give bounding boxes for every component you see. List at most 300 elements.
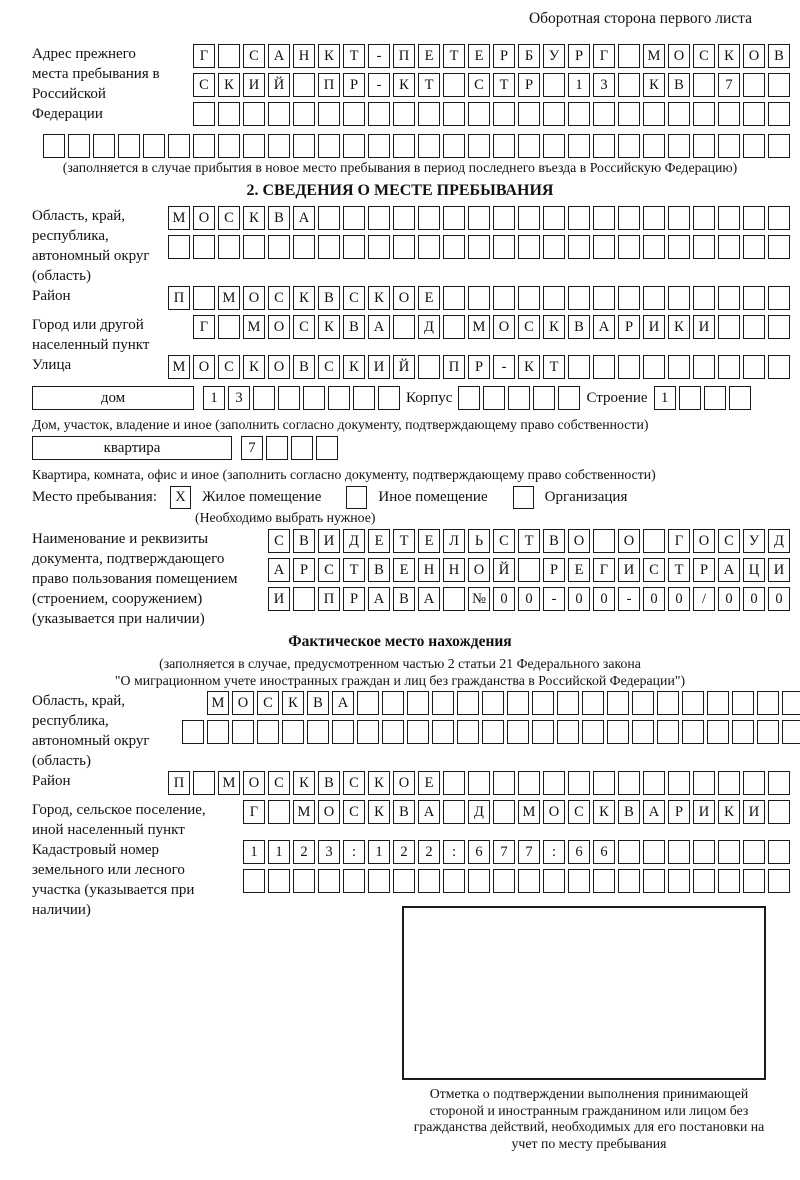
street-label: Улица xyxy=(32,357,72,373)
char-cell: : xyxy=(343,840,365,864)
char-cell xyxy=(368,869,390,893)
char-cell xyxy=(768,235,790,259)
char-cell: А xyxy=(332,691,354,715)
char-cell xyxy=(218,134,240,158)
char-cell xyxy=(218,44,240,68)
city-label: Город или другой населенный пункт xyxy=(32,317,150,353)
char-cell: К xyxy=(393,73,415,97)
char-cell: 0 xyxy=(493,587,515,611)
char-cell xyxy=(593,134,615,158)
char-cell: В xyxy=(618,800,640,824)
char-cell: А xyxy=(268,558,290,582)
char-cell: О xyxy=(493,315,515,339)
char-cell xyxy=(743,869,765,893)
actual-location-note-line1: (заполняется в случае, предусмотренном частью 2 статьи 21 Федерального закона xyxy=(159,656,641,671)
char-cell: - xyxy=(368,44,390,68)
char-cell xyxy=(457,691,479,715)
char-cell: О xyxy=(268,315,290,339)
char-cell: П xyxy=(168,286,190,310)
char-cell xyxy=(618,206,640,230)
char-cell xyxy=(393,102,415,126)
char-cell: 0 xyxy=(743,587,765,611)
char-cell: К xyxy=(718,44,740,68)
char-cell: А xyxy=(268,44,290,68)
char-cell: Р xyxy=(693,558,715,582)
char-cell xyxy=(493,206,515,230)
char-cell xyxy=(618,771,640,795)
char-cell-row xyxy=(193,44,790,68)
char-cell-row xyxy=(168,235,790,259)
char-cell: 6 xyxy=(568,840,590,864)
char-cell-row xyxy=(193,73,790,97)
option-label-organization: Организация xyxy=(544,489,628,505)
char-cell: 0 xyxy=(568,587,590,611)
char-cell: К xyxy=(243,355,265,379)
char-cell: Г xyxy=(593,558,615,582)
char-cell xyxy=(718,355,740,379)
char-cell: Р xyxy=(343,73,365,97)
char-cell xyxy=(593,355,615,379)
char-cell: Т xyxy=(543,355,565,379)
stamp-area xyxy=(402,906,776,1152)
char-cell: В xyxy=(393,800,415,824)
char-cell: С xyxy=(518,315,540,339)
char-cell: В xyxy=(318,286,340,310)
char-cell xyxy=(618,286,640,310)
char-cell xyxy=(729,386,751,410)
char-cell xyxy=(643,235,665,259)
char-cell: Е xyxy=(418,44,440,68)
char-cell: К xyxy=(518,355,540,379)
char-cell: О xyxy=(743,44,765,68)
page-side-label: Оборотная сторона первого листа xyxy=(528,10,752,27)
char-cell xyxy=(668,286,690,310)
char-cell xyxy=(743,315,765,339)
char-cell xyxy=(432,691,454,715)
char-cell xyxy=(518,134,540,158)
char-cell: Б xyxy=(518,44,540,68)
char-cell xyxy=(293,587,315,611)
char-cell xyxy=(568,134,590,158)
char-cell: М xyxy=(207,691,229,715)
house-footnote: Дом, участок, владение и иное (заполнить согласно документу, подтверждающему право собственности) xyxy=(32,417,649,432)
char-cell: В xyxy=(568,315,590,339)
char-cell: Р xyxy=(518,73,540,97)
char-cell: И xyxy=(268,587,290,611)
char-cell xyxy=(668,134,690,158)
char-cell: М xyxy=(218,286,240,310)
char-cell xyxy=(268,869,290,893)
char-cell xyxy=(668,355,690,379)
actual-location-heading: Фактическое место нахождения xyxy=(288,633,512,650)
char-cell xyxy=(468,286,490,310)
checkbox-residential-premises: X xyxy=(170,486,191,509)
char-cell xyxy=(718,869,740,893)
char-cell xyxy=(743,286,765,310)
char-cell xyxy=(268,134,290,158)
char-cell: Т xyxy=(493,73,515,97)
char-cell xyxy=(768,869,790,893)
char-cell: С xyxy=(293,315,315,339)
char-cell xyxy=(718,840,740,864)
section-2-heading: 2. СВЕДЕНИЯ О МЕСТЕ ПРЕБЫВАНИЯ xyxy=(246,182,554,199)
char-cell: О xyxy=(243,771,265,795)
char-cell: С xyxy=(318,355,340,379)
char-cell: М xyxy=(518,800,540,824)
char-cell xyxy=(118,134,140,158)
char-cell xyxy=(493,771,515,795)
char-cell: С xyxy=(268,286,290,310)
char-cell xyxy=(568,102,590,126)
char-cell xyxy=(593,286,615,310)
char-cell xyxy=(718,315,740,339)
char-cell xyxy=(443,206,465,230)
stroenie-label: Строение xyxy=(586,390,648,406)
char-cell xyxy=(418,206,440,230)
char-cell: С xyxy=(568,800,590,824)
prev-address-label: Адрес прежнего места пребывания в Российской Федерации xyxy=(32,46,160,122)
char-cell: М xyxy=(468,315,490,339)
char-cell xyxy=(568,771,590,795)
char-cell xyxy=(768,286,790,310)
char-cell: 1 xyxy=(568,73,590,97)
char-cell: Р xyxy=(468,355,490,379)
char-cell xyxy=(443,235,465,259)
char-cell: С xyxy=(343,771,365,795)
char-cell: П xyxy=(393,44,415,68)
char-cell xyxy=(782,720,800,744)
char-cell xyxy=(468,869,490,893)
district-label: Район xyxy=(32,288,71,304)
char-cell xyxy=(693,102,715,126)
char-cell xyxy=(582,720,604,744)
char-cell: Д xyxy=(768,529,790,553)
char-cell xyxy=(643,869,665,893)
char-cell xyxy=(443,134,465,158)
field-actual-city xyxy=(10,800,790,840)
char-cell xyxy=(543,771,565,795)
char-cell xyxy=(518,102,540,126)
char-cell xyxy=(718,235,740,259)
char-cell: - xyxy=(543,587,565,611)
char-cell-row xyxy=(243,840,790,864)
char-cell: О xyxy=(668,44,690,68)
char-cell: П xyxy=(443,355,465,379)
char-cell: И xyxy=(693,315,715,339)
char-cell: О xyxy=(243,286,265,310)
char-cell xyxy=(732,691,754,715)
char-cell: Р xyxy=(493,44,515,68)
char-cell xyxy=(732,720,754,744)
char-cell xyxy=(743,771,765,795)
char-cell: К xyxy=(293,286,315,310)
char-cell xyxy=(757,720,779,744)
char-cell: В xyxy=(268,206,290,230)
char-cell xyxy=(743,102,765,126)
prev-address-footnote: (заполняется в случае прибытия в новое место пребывания в период последнего въезда в Российскую Федерацию) xyxy=(62,160,738,175)
char-cell xyxy=(293,102,315,126)
char-cell-row xyxy=(168,286,790,310)
char-cell: К xyxy=(293,771,315,795)
char-cell xyxy=(543,102,565,126)
char-cell: Т xyxy=(393,529,415,553)
char-cell: С xyxy=(243,44,265,68)
field-stay-type xyxy=(32,486,790,509)
char-cell: К xyxy=(218,73,240,97)
char-cell: А xyxy=(368,587,390,611)
house-name-box: дом xyxy=(32,386,194,410)
region-cells xyxy=(168,206,790,264)
char-cell xyxy=(168,134,190,158)
char-cell xyxy=(768,206,790,230)
char-cell: А xyxy=(718,558,740,582)
char-cell xyxy=(393,869,415,893)
actual-region-cells xyxy=(182,691,800,749)
document-cells xyxy=(268,529,790,616)
char-cell: : xyxy=(443,840,465,864)
char-cell xyxy=(518,286,540,310)
option-label-residential: Жилое помещение xyxy=(202,489,322,505)
char-cell: К xyxy=(282,691,304,715)
char-cell: Р xyxy=(293,558,315,582)
char-cell xyxy=(193,102,215,126)
char-cell: К xyxy=(368,771,390,795)
char-cell xyxy=(278,386,300,410)
char-cell xyxy=(382,720,404,744)
char-cell xyxy=(743,73,765,97)
char-cell xyxy=(382,691,404,715)
stay-type-label: Место пребывания: xyxy=(32,489,157,505)
char-cell: Е xyxy=(368,529,390,553)
char-cell: С xyxy=(693,44,715,68)
char-cell xyxy=(582,691,604,715)
char-cell xyxy=(618,44,640,68)
char-cell: Р xyxy=(543,558,565,582)
actual-region-label: Область, край, республика, автономный округ (область) xyxy=(32,693,150,769)
char-cell: Р xyxy=(668,800,690,824)
char-cell: У xyxy=(743,529,765,553)
char-cell: С xyxy=(193,73,215,97)
char-cell: К xyxy=(543,315,565,339)
char-cell xyxy=(93,134,115,158)
char-cell: 3 xyxy=(593,73,615,97)
field-actual-district xyxy=(10,771,790,800)
char-cell xyxy=(483,386,505,410)
char-cell: К xyxy=(668,315,690,339)
stroenie-cells xyxy=(654,386,751,410)
char-cell xyxy=(643,134,665,158)
char-cell xyxy=(768,315,790,339)
korpus-label: Корпус xyxy=(406,390,453,406)
char-cell: К xyxy=(718,800,740,824)
char-cell: Г xyxy=(243,800,265,824)
apartment-footnote: Квартира, комната, офис и иное (заполнить согласно документу, подтверждающему право собственности) xyxy=(32,467,656,482)
char-cell: Е xyxy=(418,286,440,310)
char-cell xyxy=(757,691,779,715)
char-cell xyxy=(568,286,590,310)
char-cell xyxy=(718,771,740,795)
char-cell xyxy=(243,134,265,158)
char-cell: С xyxy=(218,355,240,379)
char-cell xyxy=(493,102,515,126)
char-cell: К xyxy=(318,315,340,339)
char-cell: О xyxy=(568,529,590,553)
char-cell xyxy=(328,386,350,410)
char-cell: Й xyxy=(493,558,515,582)
char-cell-row xyxy=(182,720,800,744)
char-cell-row-full-width xyxy=(10,134,790,158)
char-cell: К xyxy=(318,44,340,68)
char-cell xyxy=(668,235,690,259)
char-cell: В xyxy=(668,73,690,97)
char-cell xyxy=(557,691,579,715)
char-cell: В xyxy=(318,771,340,795)
char-cell: 1 xyxy=(268,840,290,864)
char-cell xyxy=(543,134,565,158)
char-cell: О xyxy=(693,529,715,553)
char-cell xyxy=(593,771,615,795)
char-cell xyxy=(693,840,715,864)
char-cell: К xyxy=(593,800,615,824)
char-cell xyxy=(643,355,665,379)
char-cell xyxy=(618,102,640,126)
char-cell xyxy=(618,355,640,379)
char-cell xyxy=(518,869,540,893)
char-cell: Г xyxy=(593,44,615,68)
char-cell-row xyxy=(168,206,790,230)
char-cell xyxy=(643,102,665,126)
char-cell: 2 xyxy=(418,840,440,864)
char-cell: - xyxy=(618,587,640,611)
char-cell xyxy=(293,869,315,893)
char-cell xyxy=(568,206,590,230)
char-cell xyxy=(257,720,279,744)
char-cell xyxy=(393,315,415,339)
char-cell: 3 xyxy=(228,386,250,410)
char-cell: П xyxy=(318,73,340,97)
char-cell xyxy=(443,800,465,824)
char-cell-row xyxy=(193,315,790,339)
char-cell xyxy=(393,134,415,158)
char-cell xyxy=(418,235,440,259)
char-cell: 2 xyxy=(293,840,315,864)
char-cell: Т xyxy=(343,558,365,582)
cadastral-cells xyxy=(243,840,790,898)
char-cell: / xyxy=(693,587,715,611)
char-cell xyxy=(407,720,429,744)
char-cell: Е xyxy=(568,558,590,582)
char-cell xyxy=(293,134,315,158)
char-cell xyxy=(782,691,800,715)
char-cell xyxy=(593,529,615,553)
char-cell: О xyxy=(193,206,215,230)
char-cell xyxy=(291,436,313,460)
field-prev-address xyxy=(10,44,790,131)
field-city xyxy=(10,315,790,355)
char-cell: М xyxy=(643,44,665,68)
char-cell xyxy=(253,386,275,410)
char-cell xyxy=(293,73,315,97)
field-street xyxy=(10,355,790,384)
char-cell-row xyxy=(193,102,790,126)
char-cell: О xyxy=(318,800,340,824)
char-cell: В xyxy=(393,587,415,611)
char-cell: С xyxy=(643,558,665,582)
stamp-caption: Отметка о подтверждении выполнения принимающей стороной и иностранным гражданином или лицом без гражданства действий, необходимых для его постановки на учет по месту пребывания xyxy=(413,1086,765,1151)
char-cell xyxy=(707,691,729,715)
char-cell: - xyxy=(493,355,515,379)
char-cell-row xyxy=(168,355,790,379)
char-cell: Й xyxy=(393,355,415,379)
char-cell xyxy=(768,73,790,97)
char-cell: - xyxy=(368,73,390,97)
char-cell xyxy=(707,720,729,744)
char-cell xyxy=(193,134,215,158)
prev-address-cells xyxy=(193,44,790,131)
char-cell xyxy=(43,134,65,158)
char-cell xyxy=(418,869,440,893)
char-cell xyxy=(679,386,701,410)
char-cell xyxy=(632,720,654,744)
char-cell xyxy=(243,235,265,259)
char-cell xyxy=(532,720,554,744)
char-cell xyxy=(493,286,515,310)
char-cell xyxy=(193,771,215,795)
char-cell: Р xyxy=(343,587,365,611)
char-cell: С xyxy=(718,529,740,553)
char-cell-row xyxy=(168,771,790,795)
house-number-cells xyxy=(203,386,400,410)
char-cell: Ь xyxy=(468,529,490,553)
region-label: Область, край, республика, автономный округ (область) xyxy=(32,208,150,284)
char-cell: П xyxy=(168,771,190,795)
char-cell xyxy=(768,355,790,379)
char-cell xyxy=(243,102,265,126)
char-cell xyxy=(268,235,290,259)
field-district xyxy=(10,286,790,315)
char-cell: 7 xyxy=(518,840,540,864)
char-cell: А xyxy=(593,315,615,339)
char-cell xyxy=(558,386,580,410)
char-cell xyxy=(303,386,325,410)
char-cell xyxy=(357,720,379,744)
char-cell xyxy=(543,73,565,97)
char-cell: Е xyxy=(418,771,440,795)
char-cell xyxy=(568,355,590,379)
char-cell: М xyxy=(168,355,190,379)
char-cell xyxy=(743,840,765,864)
char-cell-row xyxy=(243,869,790,893)
char-cell xyxy=(343,869,365,893)
char-cell xyxy=(518,206,540,230)
char-cell: 0 xyxy=(643,587,665,611)
actual-city-label: Город, сельское поселение, иной населенный пункт xyxy=(32,802,206,838)
char-cell xyxy=(508,386,530,410)
char-cell xyxy=(693,206,715,230)
char-cell xyxy=(282,720,304,744)
char-cell-row xyxy=(268,529,790,553)
char-cell: О xyxy=(618,529,640,553)
char-cell: Т xyxy=(343,44,365,68)
char-cell: М xyxy=(168,206,190,230)
char-cell: Н xyxy=(293,44,315,68)
char-cell xyxy=(343,102,365,126)
char-cell xyxy=(266,436,288,460)
char-cell: С xyxy=(268,771,290,795)
char-cell xyxy=(743,134,765,158)
char-cell: К xyxy=(368,800,390,824)
char-cell xyxy=(293,235,315,259)
